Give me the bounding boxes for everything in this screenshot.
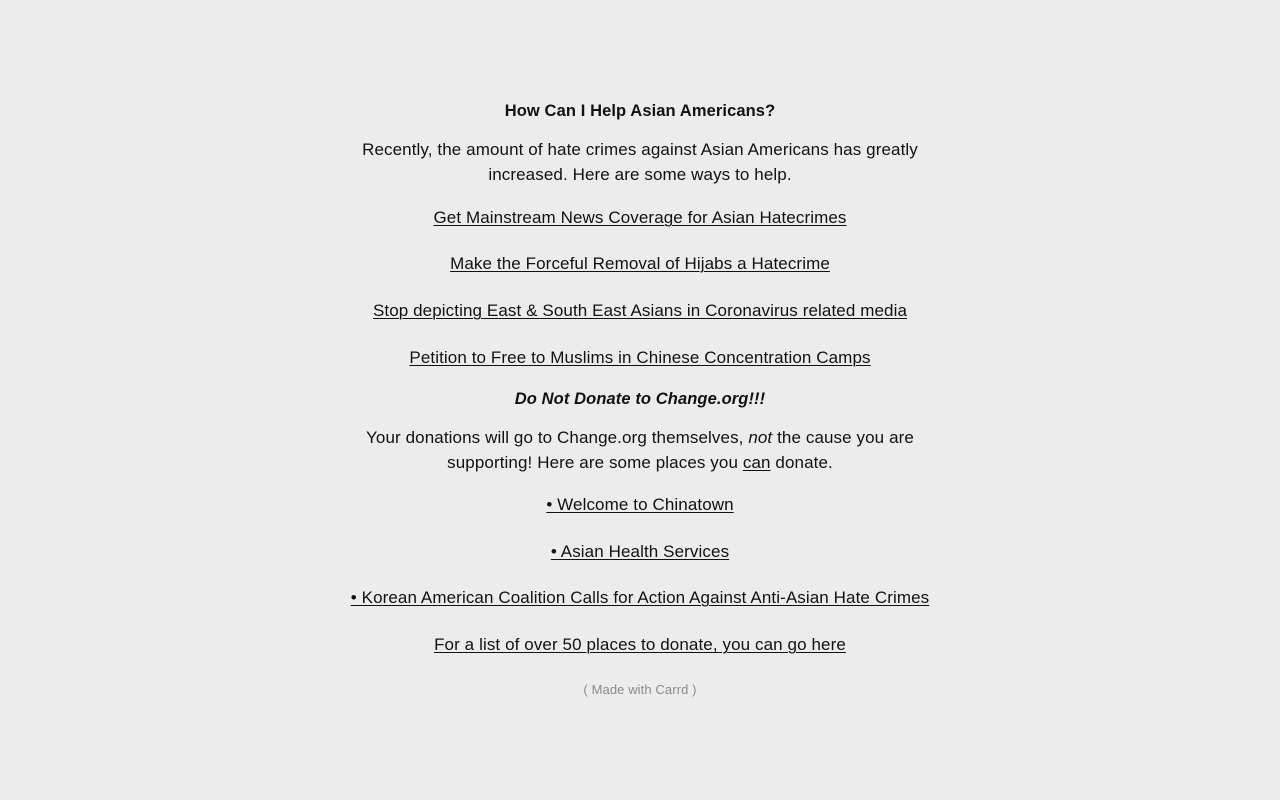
donation-link-row-3 <box>0 588 1280 608</box>
petition-link-row-1 <box>0 208 1280 228</box>
petition-link-hijab-removal[interactable]: Make the Forceful Removal of Hijabs a Hatecrime <box>450 254 830 273</box>
can-donate-link[interactable]: can <box>742 453 771 472</box>
petition-link-news-coverage[interactable]: Get Mainstream News Coverage for Asian Hatecrimes <box>433 208 847 227</box>
page-title: How Can I Help Asian Americans? <box>504 102 776 120</box>
petition-link-row-4 <box>0 348 1280 368</box>
made-with-carrd-link[interactable]: ( Made with Carrd ) <box>583 682 697 697</box>
donation-link-korean-american-coalition[interactable]: • Korean American Coalition Calls for Action Against Anti-Asian Hate Crimes <box>350 588 930 607</box>
warning-paragraph <box>340 425 940 475</box>
donation-link-asian-health-services[interactable]: • Asian Health Services <box>550 542 730 561</box>
intro-paragraph: Recently, the amount of hate crimes against Asian Americans has greatly increased. Here are some ways to help. <box>362 140 918 184</box>
petition-link-row-2 <box>0 254 1280 274</box>
donation-link-row-1 <box>0 495 1280 515</box>
warning-text-part1: Your donations will go to Change.org themselves, <box>366 428 749 447</box>
donation-link-welcome-to-chinatown[interactable]: • Welcome to Chinatown <box>546 495 734 514</box>
donation-link-row-2 <box>0 542 1280 562</box>
petition-link-coronavirus-media[interactable]: Stop depicting East & South East Asians in Coronavirus related media <box>372 301 908 320</box>
warning-text-part3: donate. <box>770 453 833 472</box>
footer <box>0 682 1280 697</box>
petition-link-row-3 <box>0 301 1280 321</box>
warning-emphasis: not <box>748 428 773 447</box>
petition-link-muslim-camps[interactable]: Petition to Free to Muslims in Chinese Concentration Camps <box>409 348 871 367</box>
warning-text-part2: the cause you are supporting! Here are some places you <box>447 428 914 472</box>
warning-heading: Do Not Donate to Change.org!!! <box>514 390 766 408</box>
donation-link-list-of-50-places[interactable]: For a list of over 50 places to donate, you can go here <box>434 635 846 654</box>
donation-link-row-4 <box>0 635 1280 655</box>
